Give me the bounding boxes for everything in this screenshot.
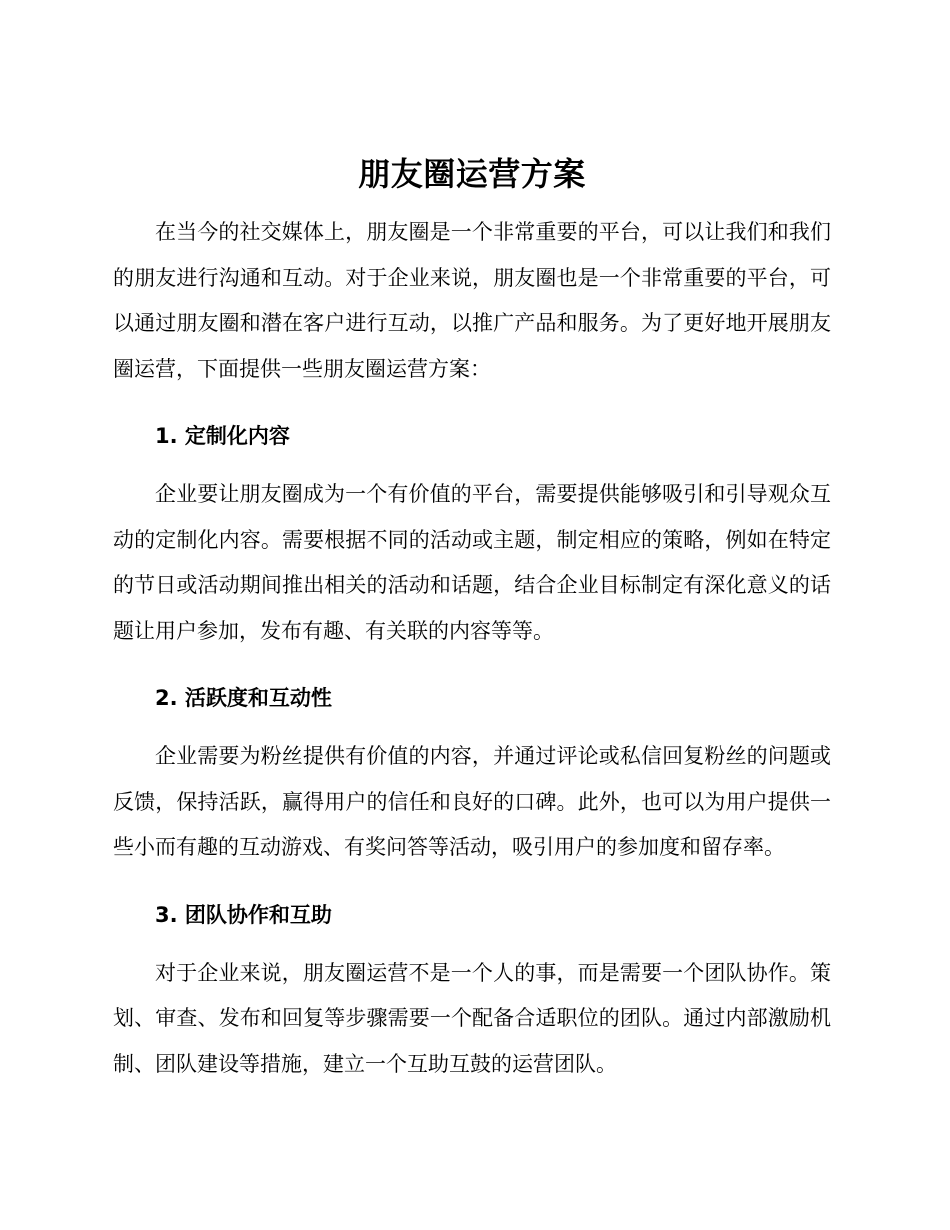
section-body-1: 企业要让朋友圈成为一个有价值的平台，需要提供能够吸引和引导观众互动的定制化内容。需要根据不同的活动或主题，制定相应的策略，例如在特定的节日或活动期间推出相关的活动和话题，结合企业目标制定有深化意义的话题让用户参加，发布有趣、有关联的内容等等。	[113, 482, 831, 643]
section-heading-3: 3. 团队协作和互助	[155, 902, 332, 927]
section-body-3: 对于企业来说，朋友圈运营不是一个人的事，而是需要一个团队协作。策划、审查、发布和回复等步骤需要一个配备合适职位的团队。通过内部激励机制、团队建设等措施，建立一个互助互鼓的运营团队。	[113, 960, 831, 1076]
section-heading-2: 2. 活跃度和互动性	[155, 686, 332, 710]
section-heading-1: 1. 定制化内容	[155, 424, 290, 448]
section-body-2: 企业需要为粉丝提供有价值的内容，并通过评论或私信回复粉丝的问题或反馈，保持活跃，赢得用户的信任和良好的口碑。此外，也可以为用户提供一些小而有趣的互动游戏、有奖问答等活动，吸引用户的参加度和留存率。	[113, 744, 831, 859]
document-page	[113, 150, 831, 1087]
document-title: 朋友圈运营方案	[358, 155, 586, 193]
intro-paragraph: 在当今的社交媒体上，朋友圈是一个非常重要的平台，可以让我们和我们的朋友进行沟通和互动。对于企业来说，朋友圈也是一个非常重要的平台，可以通过朋友圈和潜在客户进行互动，以推广产品和服务。为了更好地开展朋友圈运营，下面提供一些朋友圈运营方案：	[113, 220, 831, 381]
